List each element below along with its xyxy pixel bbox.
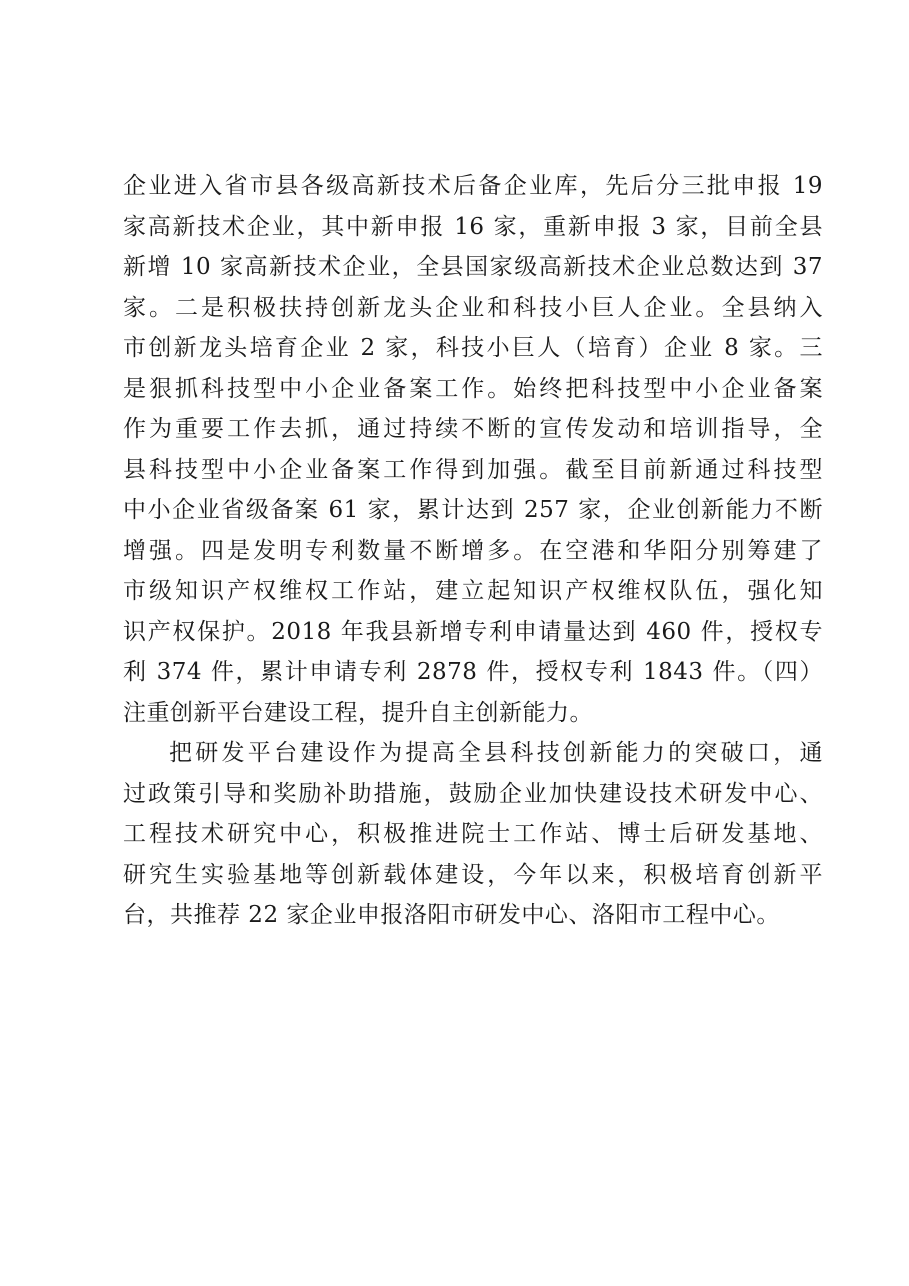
paragraph-line: 增强。四是发明专利数量不断增多。在空港和华阳分别筹建了: [123, 537, 823, 564]
paragraph-2: [123, 733, 823, 936]
paragraph-line: 把研发平台建设作为提高全县科技创新能力的突破口，通: [169, 740, 823, 766]
paragraph-line: 中小企业省级备案 61 家，累计达到 257 家，企业创新能力不断: [123, 497, 823, 523]
paragraph-line: 市级知识产权维权工作站，建立起知识产权维权队伍，强化知: [123, 578, 823, 604]
document-body: [123, 166, 823, 936]
paragraph-line: 是狠抓科技型中小企业备案工作。始终把科技型中小企业备案: [123, 375, 823, 402]
paragraph-line: 过政策引导和奖励补助措施，鼓励企业加快建设技术研发中心、: [123, 780, 823, 807]
paragraph-line: 利 374 件，累计申请专利 2878 件，授权专利 1843 件。（四）: [123, 659, 823, 685]
paragraph-line: 家。二是积极扶持创新龙头企业和科技小巨人企业。全县纳入: [123, 294, 823, 321]
paragraph-line: 家高新技术企业，其中新申报 16 家，重新申报 3 家，目前全县: [123, 213, 823, 240]
paragraph-line: 注重创新平台建设工程，提升自主创新能力。: [123, 699, 593, 726]
paragraph-line: 县科技型中小企业备案工作得到加强。截至目前新通过科技型: [123, 456, 823, 483]
paragraph-line: 作为重要工作去抓，通过持续不断的宣传发动和培训指导，全: [123, 416, 823, 442]
paragraph-line: 市创新龙头培育企业 2 家，科技小巨人（培育）企业 8 家。三: [123, 335, 823, 361]
paragraph-line: 研究生实验基地等创新载体建设，今年以来，积极培育创新平: [123, 861, 823, 888]
paragraph-line: 工程技术研究中心，积极推进院士工作站、博士后研发基地、: [123, 821, 823, 847]
paragraph-1: [123, 166, 823, 733]
paragraph-line: 台，共推荐 22 家企业申报洛阳市研发中心、洛阳市工程中心。: [123, 902, 780, 928]
paragraph-line: 新增 10 家高新技术企业，全县国家级高新技术企业总数达到 37: [123, 254, 823, 280]
paragraph-line: 识产权保护。2018 年我县新增专利申请量达到 460 件，授权专: [123, 618, 823, 645]
paragraph-line: 企业进入省市县各级高新技术后备企业库，先后分三批申报 19: [123, 173, 823, 199]
